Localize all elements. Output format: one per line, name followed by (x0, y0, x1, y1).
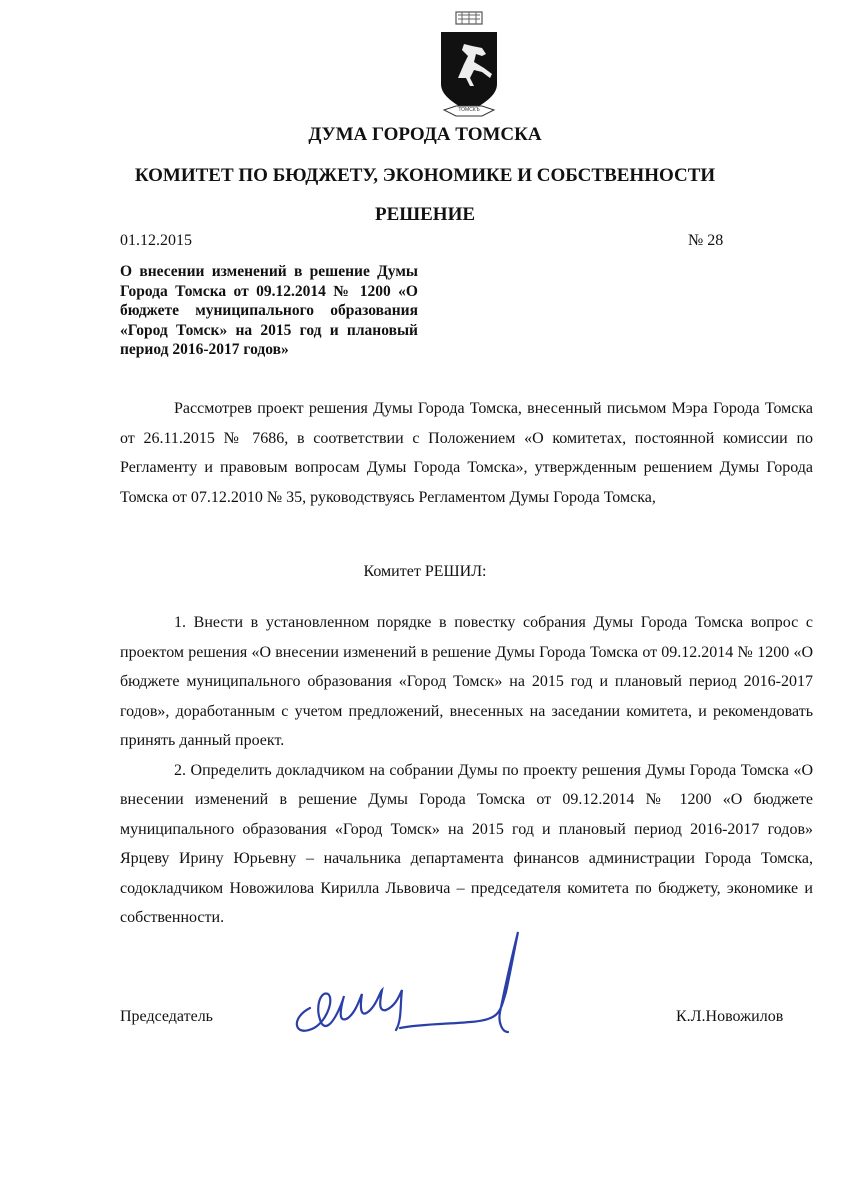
resolved-heading: Комитет РЕШИЛ: (363, 563, 487, 580)
doc-subject: О внесении изменений в решение Думы Города Томска от 09.12.2014 № 1200 «О бюджете муниципального образования «Город Томск» на 2015 год и плановый период 2016-2017 годов» (120, 263, 418, 358)
preamble (120, 394, 813, 512)
coat-of-arms-icon (436, 10, 502, 122)
doc-number: № 28 (688, 232, 724, 249)
doc-date: 01.12.2015 (120, 232, 192, 249)
crest-motto: ТОМСКЪ (458, 107, 480, 113)
org-title: ДУМА ГОРОДА ТОМСКА (308, 124, 542, 145)
doc-type: РЕШЕНИЕ (374, 204, 476, 225)
signatory-title: Председатель (120, 1008, 213, 1025)
preamble-text: Рассмотрев проект решения Думы Города Томска, внесенный письмом Мэра Города Томска от 26.11.2015 № 7686, в соответствии с Положением «О комитетах, постоянной комиссии по Регламенту и правовым вопросам Думы Города Томска», утвержденным решением Думы Города Томска от 07.12.2010 № 35, руководствуясь Регламентом Думы Города Томска, (120, 400, 813, 506)
resolution-item: 1. Внести в установленном порядке в повестку собрания Думы Города Томска вопрос с проектом решения «О внесении изменений в решение Думы Города Томска от 09.12.2014 № 1200 «О бюджете муниципального образования «Город Томск» на 2015 год и плановый период 2016-2017 годов», доработанным с учетом предложений, внесенных на заседании комитета, и рекомендовать принять данный проект. (120, 614, 813, 749)
resolution-items (120, 608, 813, 933)
committee-title: КОМИТЕТ ПО БЮДЖЕТУ, ЭКОНОМИКЕ И СОБСТВЕННОСТИ (134, 165, 716, 186)
handwritten-signature (270, 928, 550, 1058)
resolution-item: 2. Определить докладчиком на собрании Думы по проекту решения Думы Города Томска «О внесении изменений в решение Думы Города Томска от 09.12.2014 № 1200 «О бюджете муниципального образования «Город Томск» на 2015 год и плановый период 2016-2017 годов» Ярцеву Ирину Юрьевну – начальника департамента финансов администрации Города Томска, содокладчиком Новожилова Кирилла Львовича – председателя комитета по бюджету, экономике и собственности. (120, 761, 813, 926)
signatory-name: К.Л.Новожилов (676, 1008, 784, 1025)
